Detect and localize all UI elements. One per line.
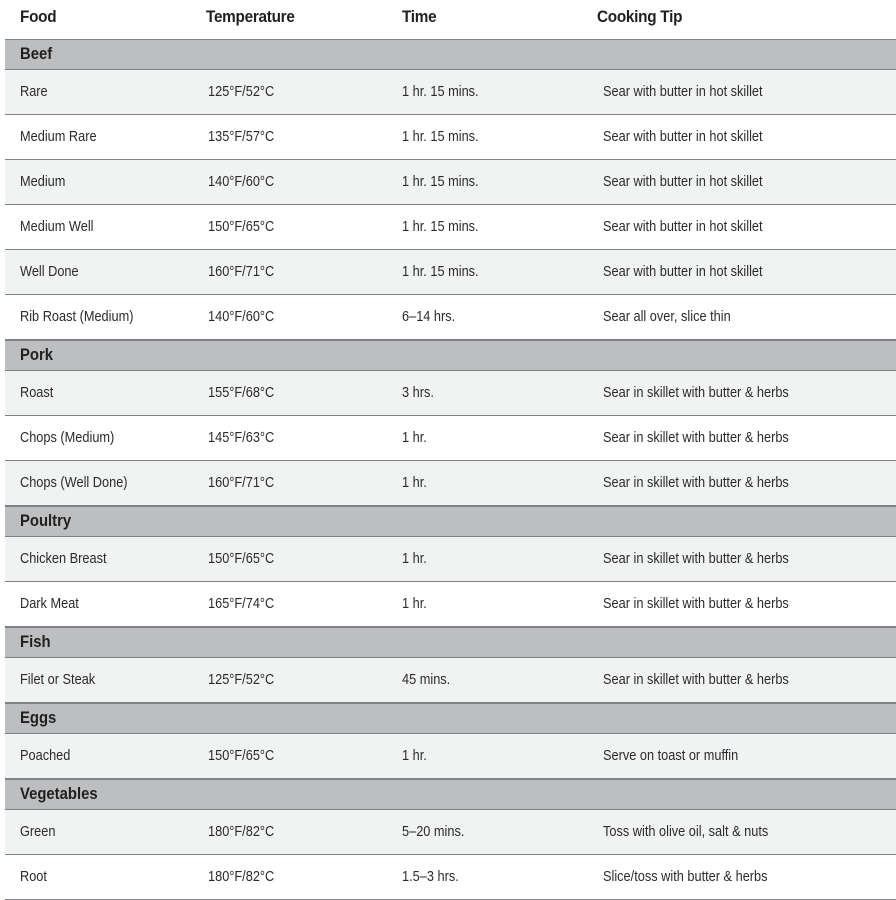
food-cell: Green xyxy=(20,824,56,840)
category-label: Beef xyxy=(20,45,53,63)
category-row-vegetables xyxy=(5,779,896,810)
time-cell: 6–14 hrs. xyxy=(402,309,456,325)
food-cell: Rib Roast (Medium) xyxy=(20,309,134,325)
food-cell: Chops (Well Done) xyxy=(20,475,128,491)
header-temperature: Temperature xyxy=(206,6,295,26)
header-food: Food xyxy=(20,6,57,26)
category-label: Eggs xyxy=(20,709,57,727)
tip-cell: Sear in skillet with butter & herbs xyxy=(603,475,789,491)
tip-cell: Serve on toast or muffin xyxy=(603,748,739,764)
food-cell: Poached xyxy=(20,748,71,764)
tip-cell: Sear all over, slice thin xyxy=(603,309,731,325)
table-row xyxy=(5,371,896,416)
tip-cell: Sear with butter in hot skillet xyxy=(603,129,763,145)
table-row xyxy=(5,160,896,205)
category-label: Fish xyxy=(20,633,51,651)
time-cell: 1 hr. xyxy=(402,596,427,612)
category-row-fish xyxy=(5,627,896,658)
temperature-cell: 125°F/52°C xyxy=(208,672,275,688)
time-cell: 1 hr. 15 mins. xyxy=(402,84,479,100)
table-row xyxy=(5,416,896,461)
table-row xyxy=(5,461,896,506)
food-cell: Chops (Medium) xyxy=(20,430,115,446)
food-cell: Medium Well xyxy=(20,219,94,235)
table-row xyxy=(5,537,896,582)
tip-cell: Sear in skillet with butter & herbs xyxy=(603,385,789,401)
time-cell: 1 hr. 15 mins. xyxy=(402,174,479,190)
temperature-cell: 160°F/71°C xyxy=(208,264,275,280)
time-cell: 1 hr. 15 mins. xyxy=(402,219,479,235)
header-time: Time xyxy=(402,6,437,26)
food-cell: Rare xyxy=(20,84,48,100)
category-label: Vegetables xyxy=(20,785,98,803)
table-row xyxy=(5,810,896,855)
category-row-eggs xyxy=(5,703,896,734)
temperature-cell: 140°F/60°C xyxy=(208,174,275,190)
food-cell: Medium xyxy=(20,174,66,190)
time-cell: 1 hr. xyxy=(402,475,427,491)
tip-cell: Sear with butter in hot skillet xyxy=(603,174,763,190)
category-row-pork xyxy=(5,340,896,371)
temperature-cell: 165°F/74°C xyxy=(208,596,275,612)
temperature-cell: 150°F/65°C xyxy=(208,551,275,567)
food-cell: Root xyxy=(20,869,47,885)
time-cell: 45 mins. xyxy=(402,672,451,688)
food-cell: Filet or Steak xyxy=(20,672,96,688)
temperature-cell: 150°F/65°C xyxy=(208,219,275,235)
time-cell: 1 hr. xyxy=(402,430,427,446)
temperature-cell: 150°F/65°C xyxy=(208,748,275,764)
tip-cell: Sear with butter in hot skillet xyxy=(603,219,763,235)
temperature-cell: 180°F/82°C xyxy=(208,824,275,840)
table-header xyxy=(5,0,896,39)
table-row xyxy=(5,115,896,160)
tip-cell: Sear in skillet with butter & herbs xyxy=(603,596,789,612)
table-row xyxy=(5,734,896,779)
food-cell: Medium Rare xyxy=(20,129,97,145)
time-cell: 1 hr. 15 mins. xyxy=(402,129,479,145)
tip-cell: Slice/toss with butter & herbs xyxy=(603,869,768,885)
time-cell: 1.5–3 hrs. xyxy=(402,869,459,885)
time-cell: 5–20 mins. xyxy=(402,824,465,840)
temperature-cell: 135°F/57°C xyxy=(208,129,275,145)
food-cell: Chicken Breast xyxy=(20,551,107,567)
temperature-cell: 160°F/71°C xyxy=(208,475,275,491)
food-cell: Dark Meat xyxy=(20,596,79,612)
time-cell: 1 hr. 15 mins. xyxy=(402,264,479,280)
category-label: Pork xyxy=(20,346,54,364)
tip-cell: Toss with olive oil, salt & nuts xyxy=(603,824,769,840)
table-row xyxy=(5,582,896,627)
time-cell: 1 hr. xyxy=(402,748,427,764)
tip-cell: Sear in skillet with butter & herbs xyxy=(603,551,789,567)
category-row-poultry xyxy=(5,506,896,537)
category-label: Poultry xyxy=(20,512,72,530)
time-cell: 1 hr. xyxy=(402,551,427,567)
tip-cell: Sear with butter in hot skillet xyxy=(603,264,763,280)
table-row xyxy=(5,250,896,295)
temperature-cell: 140°F/60°C xyxy=(208,309,275,325)
header-tip: Cooking Tip xyxy=(597,6,683,26)
tip-cell: Sear with butter in hot skillet xyxy=(603,84,763,100)
cooking-chart-table xyxy=(5,0,896,900)
table-row xyxy=(5,658,896,703)
table-row xyxy=(5,70,896,115)
table-row xyxy=(5,295,896,340)
temperature-cell: 180°F/82°C xyxy=(208,869,275,885)
category-row-beef xyxy=(5,39,896,70)
temperature-cell: 155°F/68°C xyxy=(208,385,275,401)
table-row xyxy=(5,205,896,250)
tip-cell: Sear in skillet with butter & herbs xyxy=(603,430,789,446)
table-row xyxy=(5,855,896,900)
tip-cell: Sear in skillet with butter & herbs xyxy=(603,672,789,688)
temperature-cell: 145°F/63°C xyxy=(208,430,275,446)
time-cell: 3 hrs. xyxy=(402,385,434,401)
food-cell: Roast xyxy=(20,385,54,401)
food-cell: Well Done xyxy=(20,264,79,280)
temperature-cell: 125°F/52°C xyxy=(208,84,275,100)
